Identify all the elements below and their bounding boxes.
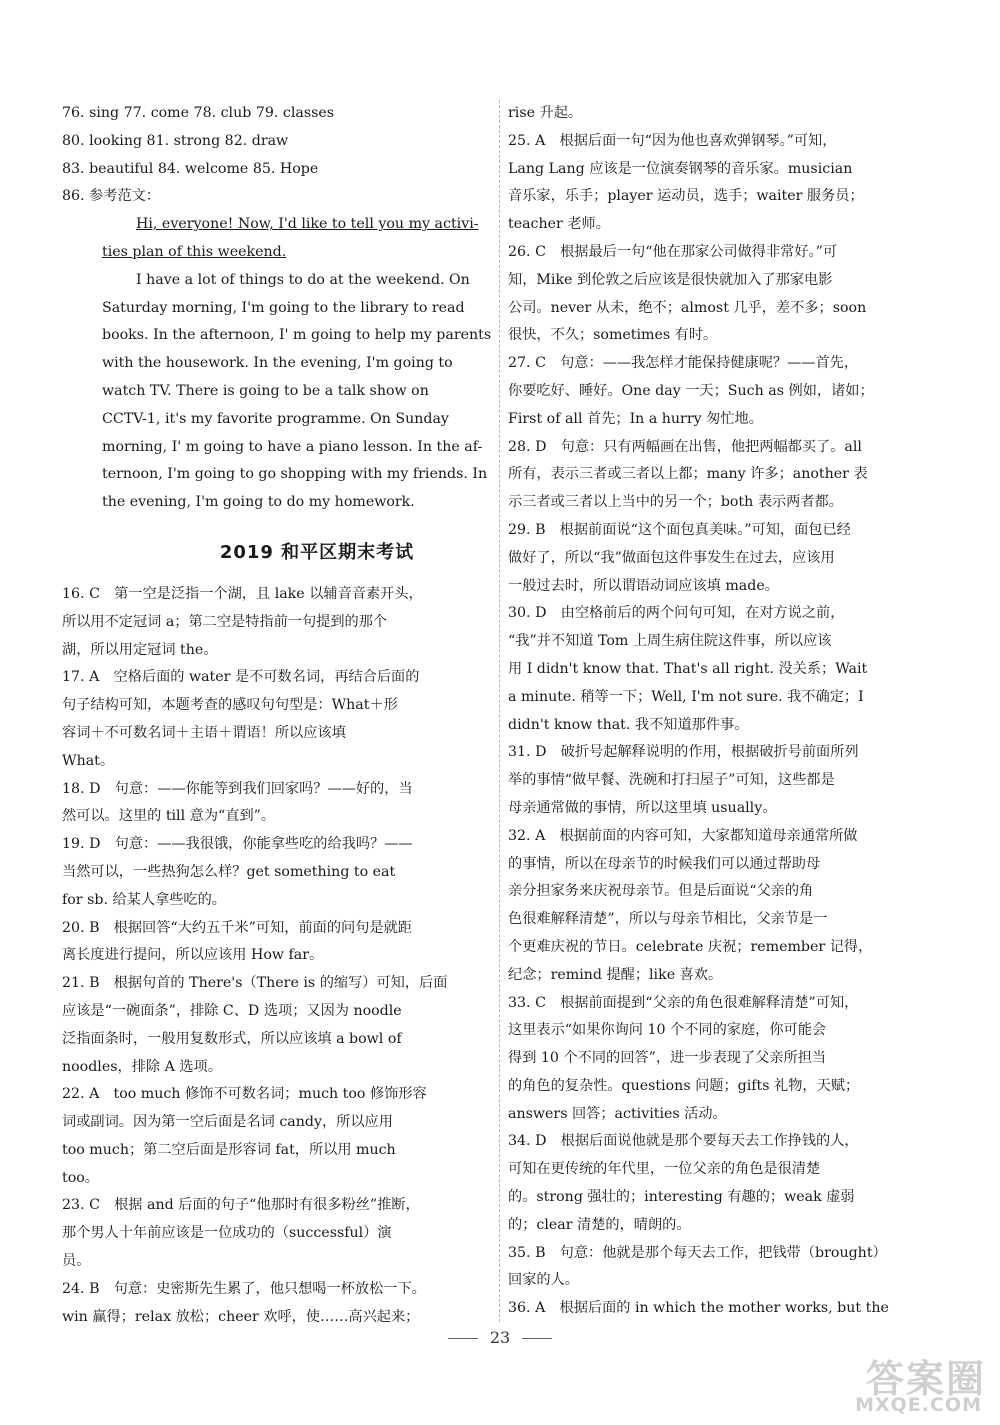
answer-item (62, 970, 492, 1081)
essay-title-line: ties plan of this weekend. (102, 243, 287, 260)
answer-line: 的；clear 清楚的，晴朗的。 (508, 1216, 691, 1233)
answer-item (508, 1295, 923, 1323)
answer-line: teacher 老师。 (508, 216, 610, 233)
essay-line: watch TV. There is going to be a talk show on (102, 382, 429, 399)
essay-line: the evening, I'm going to do my homework. (102, 494, 415, 511)
section-title: 2019 和平区期末考试 (219, 541, 415, 563)
answer-line: 16. C 第一空是泛指一个湖，且 lake 以辅音音素开头， (62, 585, 423, 602)
answer-line: 所以用不定冠词 a；第二空是特指前一句提到的那个 (62, 613, 388, 630)
answer-line: 公司。never 从未，绝不；almost 几乎，差不多；soon (508, 299, 867, 316)
answer-line: 的事情，所以在母亲节的时候我们可以通过帮助母 (508, 855, 821, 872)
answer-line: 回家的人。 (508, 1272, 579, 1289)
answer-line: 很快，不久；sometimes 有时。 (508, 327, 718, 344)
essay-line: with the housework. In the evening, I'm going to (102, 355, 453, 372)
answer-line: 的角色的复杂性。questions 问题；gifts 礼物，天赋； (508, 1077, 860, 1094)
answer-line: 33. C 根据前面提到“父亲的角色很难解释清楚”可知， (508, 994, 859, 1011)
answer-line: 离长度进行提问，所以应该用 How far。 (62, 947, 324, 964)
answer-line: “我”并不知道 Tom 上周生病住院这件事，所以应该 (508, 633, 832, 650)
answer-line: 做好了，所以“我”做面包这件事发生在过去，应该用 (508, 549, 835, 566)
answers-row: 76. sing 77. come 78. club 79. classes (62, 105, 335, 121)
answer-line: 32. A 根据前面的内容可知，大家都知道母亲通常所做 (508, 827, 858, 844)
answer-line: answers 回答；activities 活动。 (508, 1105, 727, 1122)
answer-line: 34. D 根据后面说他就是那个要每天去工作挣钱的人， (508, 1133, 859, 1150)
answer-line: win 赢得；relax 放松；cheer 欢呼，使……高兴起来； (62, 1308, 420, 1325)
answer-item (508, 990, 923, 1129)
answer-line: 那个男人十年前应该是一位成功的（successful）演 (62, 1225, 392, 1242)
answer-line: 23. C 根据 and 后面的句子“他那时有很多粉丝”推断， (62, 1197, 420, 1214)
answer-item (62, 915, 492, 971)
answer-line: too much；第二空后面是形容词 fat，所以用 much (62, 1141, 396, 1158)
answer-line: 然可以。这里的 till 意为“直到”。 (62, 808, 276, 825)
answer-item (508, 823, 923, 990)
answer-line: 18. D 句意：——你能等到我们回家吗？——好的，当 (62, 780, 413, 797)
answer-line: 得到 10 个不同的回答”，进一步表现了父亲所担当 (508, 1050, 827, 1067)
answer-item (508, 128, 923, 239)
answer-line: 湖，所以用定冠词 the。 (62, 641, 218, 658)
answer-line: 知，Mike 到伦敦之后应该是很快就加入了那家电影 (508, 271, 833, 288)
answer-line: 31. D 破折号起解释说明的作用，根据破折号前面所列 (508, 744, 859, 761)
answer-line: 员。 (62, 1253, 91, 1270)
footer-dash (522, 1338, 552, 1339)
page-number: 23 (489, 1328, 511, 1347)
answer-item (508, 1128, 923, 1239)
essay-line: I have a lot of things to do at the weekend. On (136, 271, 470, 288)
answer-item (508, 350, 923, 433)
answer-line: 25. A 根据后面一句“因为他也喜欢弹钢琴。”可知， (508, 132, 837, 149)
answer-line: 17. A 空格后面的 water 是不可数名词，再结合后面的 (62, 669, 420, 686)
answer-line: 这里表示“如果你询问 10 个不同的家庭，你可能会 (508, 1022, 827, 1039)
answers-row: 83. beautiful 84. welcome 85. Hope (62, 160, 319, 177)
answer-line: 24. B 句意：史密斯先生累了，他只想喝一杯放松一下。 (62, 1280, 426, 1297)
answer-line: 泛指面条时，一般用复数形式，所以应该填 a bowl of (62, 1030, 402, 1047)
answer-item (62, 1276, 492, 1332)
answer-line: 母亲通常做的事情，所以这里填 usually。 (508, 799, 777, 816)
answer-item (62, 831, 492, 914)
answer-line: 可知在更传统的年代里，一位父亲的角色是很清楚 (508, 1161, 821, 1178)
left-column (62, 100, 492, 1331)
answer-line: 27. C 句意：——我怎样才能保持健康呢？——首先， (508, 355, 859, 372)
essay-title (62, 239, 492, 267)
watermark-top-text: 答案圈 (865, 1357, 986, 1401)
answers-row: 80. looking 81. strong 82. draw (62, 132, 289, 149)
answer-line: 应该是“一碗面条”，排除 C、D 选项；又因为 noodle (62, 1002, 402, 1019)
answer-line: 28. D 句意：只有两幅画在出售，他把两幅都买了。all (508, 438, 862, 455)
answer-line: 你要吃好、睡好。One day 一天；Such as 例如，诸如； (508, 382, 874, 399)
answer-item (62, 1192, 492, 1275)
page-footer (0, 1328, 1000, 1347)
answer-line: 色很难解释清楚”，所以与母亲节相比，父亲节是一 (508, 911, 828, 928)
answer-line: 词或副词。因为第一空后面是名词 candy，所以应用 (62, 1114, 393, 1131)
left-answer-list (62, 581, 492, 1332)
answer-line: 举的事情“做早餐、洗碗和打扫屋子”可知，这些都是 (508, 772, 835, 789)
answer-line: 21. B 根据句首的 There's（There is 的缩写）可知，后面 (62, 975, 448, 992)
answer-line: 20. B 根据回答“大约五千米”可知，前面的问句是就距 (62, 919, 412, 936)
answer-line: 30. D 由空格前后的两个问句可知，在对方说之前， (508, 605, 845, 622)
answer-item (508, 739, 923, 822)
answer-line: a minute. 稍等一下；Well, I'm not sure. 我不确定；I (508, 688, 864, 705)
essay-line: morning, I' m going to have a piano lesson. In the af- (102, 438, 483, 455)
answer-line: 35. B 句意：他就是那个每天去工作，把钱带（brought） (508, 1244, 887, 1261)
watermark-bottom-text: MXQE.COM (855, 1394, 982, 1416)
answer-line: 容词＋不可数名词＋主语＋谓语！所以应该填 (62, 724, 346, 741)
essay-line: ternoon, I'm going to go shopping with my friends. In (102, 466, 488, 483)
essay-line: CCTV-1, it's my favorite programme. On Sunday (102, 410, 449, 427)
essay-title-line: Hi, everyone! Now, I'd like to tell you my activi- (136, 216, 479, 233)
answer-line: 所有，表示三者或三者以上都；many 许多；another 表 (508, 466, 868, 483)
answer-item (508, 1240, 923, 1296)
essay-label: 86. 参考范文： (62, 188, 161, 205)
answer-line: for sb. 给某人拿些吃的。 (62, 891, 226, 908)
essay-body (62, 267, 492, 517)
answer-line: noodles，排除 A 选项。 (62, 1058, 222, 1075)
answer-item (62, 1081, 492, 1192)
essay-line: books. In the afternoon, I' m going to help my parents (102, 327, 492, 344)
footer-dash (448, 1338, 478, 1339)
answer-line: 的。strong 强壮的；interesting 有趣的；weak 虚弱 (508, 1189, 855, 1206)
watermark-logo (806, 1348, 986, 1420)
answer-line: 句子结构可知，本题考查的感叹句句型是：What＋形 (62, 697, 398, 714)
answer-item (508, 517, 923, 600)
answer-item (508, 434, 923, 517)
answer-line: 29. B 根据前面说“这个面包真美味。”可知，面包已经 (508, 521, 851, 538)
essay-title (62, 211, 492, 239)
answer-item (62, 664, 492, 775)
answer-line: rise 升起。 (508, 105, 583, 121)
answer-item (62, 581, 492, 664)
answer-item (508, 600, 923, 739)
essay-line: Saturday morning, I'm going to the library to read (102, 299, 465, 316)
answer-line: First of all 首先；In a hurry 匆忙地。 (508, 410, 763, 427)
answer-line: 当然可以，一些热狗怎么样？get something to eat (62, 863, 396, 880)
right-answer-list (508, 100, 923, 1323)
answer-line: 19. D 句意：——我很饿，你能拿些吃的给我吗？—— (62, 836, 413, 853)
answer-line: 纪念；remind 提醒；like 喜欢。 (508, 966, 723, 983)
answer-line: 音乐家，乐手；player 运动员，选手；waiter 服务员； (508, 188, 864, 205)
column-divider (499, 100, 500, 1322)
answer-line: too。 (62, 1169, 99, 1186)
answer-line: didn't know that. 我不知道那件事。 (508, 716, 749, 733)
answer-line: Lang Lang 应该是一位演奏钢琴的音乐家。musician (508, 160, 853, 177)
answer-line: 36. A 根据后面的 in which the mother works, but the (508, 1300, 889, 1317)
answer-item (508, 239, 923, 350)
answer-line: 一般过去时，所以谓语动词应该填 made。 (508, 577, 779, 594)
answer-line: 22. A too much 修饰不可数名词；much too 修饰形容 (62, 1086, 427, 1103)
answer-item (62, 776, 492, 832)
right-column (508, 100, 923, 1323)
answer-line: 亲分担家务来庆祝母亲节。但是后面说“父亲的角 (508, 883, 814, 900)
answer-item (508, 100, 923, 128)
answer-line: 个更难庆祝的节日。celebrate 庆祝；remember 记得， (508, 938, 873, 955)
answer-line: What。 (62, 752, 115, 769)
answer-line: 用 I didn't know that. That's all right. 没关系；Wait (508, 660, 868, 677)
answer-line: 示三者或三者以上当中的另一个；both 表示两者都。 (508, 494, 843, 511)
answer-line: 26. C 根据最后一句“他在那家公司做得非常好。”可 (508, 243, 838, 260)
